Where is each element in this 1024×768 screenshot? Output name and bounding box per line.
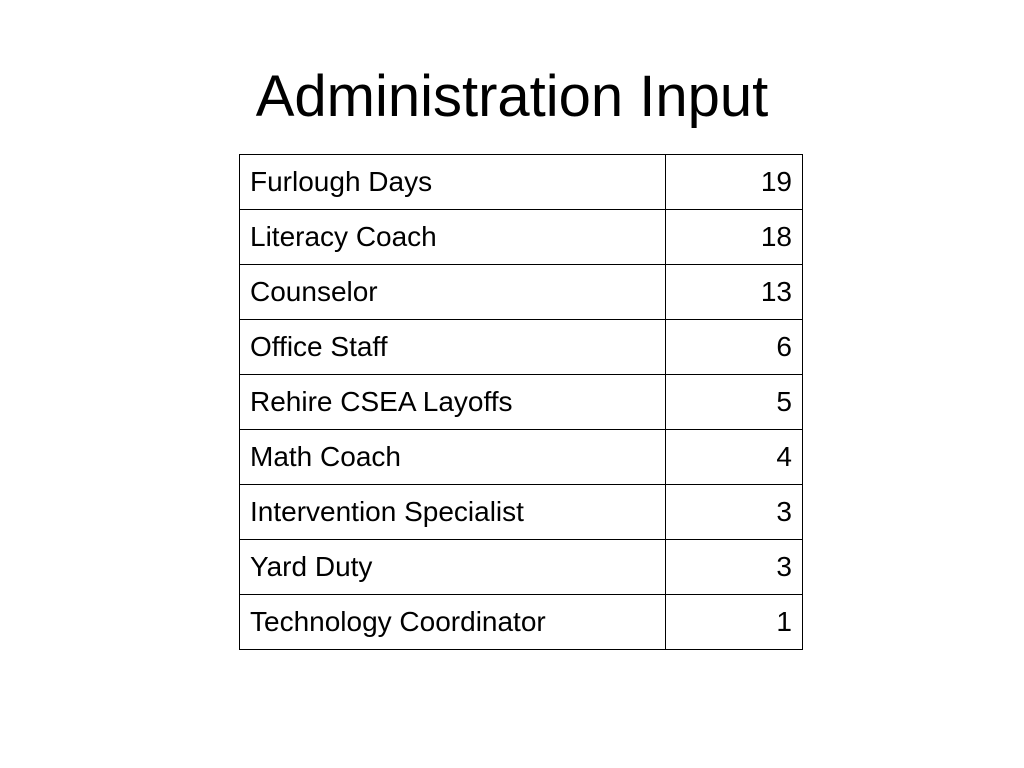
row-value: 5 (666, 375, 803, 430)
row-value: 1 (666, 595, 803, 650)
row-label: Yard Duty (240, 540, 666, 595)
table-row (240, 540, 803, 595)
table-row (240, 265, 803, 320)
row-value: 3 (666, 485, 803, 540)
row-value: 13 (666, 265, 803, 320)
row-label: Literacy Coach (240, 210, 666, 265)
row-label: Office Staff (240, 320, 666, 375)
row-label: Math Coach (240, 430, 666, 485)
row-label: Counselor (240, 265, 666, 320)
row-label: Furlough Days (240, 155, 666, 210)
table-row (240, 595, 803, 650)
row-value: 3 (666, 540, 803, 595)
table-row (240, 210, 803, 265)
table-row (240, 155, 803, 210)
row-value: 18 (666, 210, 803, 265)
row-label: Rehire CSEA Layoffs (240, 375, 666, 430)
row-value: 6 (666, 320, 803, 375)
slide-title: Administration Input (255, 64, 769, 129)
table-row (240, 430, 803, 485)
administration-input-table (239, 154, 803, 650)
table-row (240, 485, 803, 540)
row-label: Technology Coordinator (240, 595, 666, 650)
row-value: 19 (666, 155, 803, 210)
row-value: 4 (666, 430, 803, 485)
row-label: Intervention Specialist (240, 485, 666, 540)
table-row (240, 320, 803, 375)
table-row (240, 375, 803, 430)
